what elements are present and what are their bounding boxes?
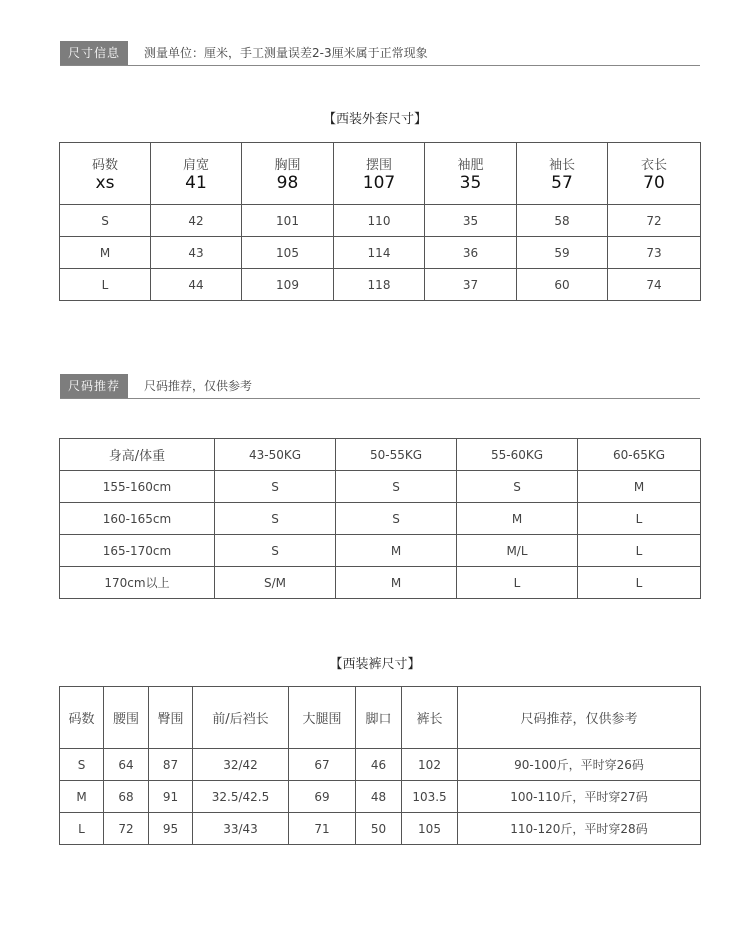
table-row (60, 143, 701, 205)
table-cell: 170cm以上 (60, 567, 215, 599)
table-cell: 59 (517, 237, 608, 269)
table-cell: M (578, 471, 701, 503)
table-cell: L (60, 813, 104, 845)
table-cell: 肩宽 41 (151, 143, 242, 205)
table-cell: 71 (289, 813, 356, 845)
table-row (60, 749, 701, 781)
table-cell: 100-110斤，平时穿27码 (458, 781, 701, 813)
table-cell: 160-165cm (60, 503, 215, 535)
table-cell: 91 (149, 781, 193, 813)
table-cell: 68 (104, 781, 149, 813)
table-row (60, 237, 701, 269)
section-tag: 尺寸信息 (60, 41, 128, 65)
table-cell: 33/43 (193, 813, 289, 845)
table-cell: 摆围 107 (334, 143, 425, 205)
pants-size-table (59, 686, 701, 845)
table-row (60, 535, 701, 567)
table-cell: 67 (289, 749, 356, 781)
table-cell: 105 (402, 813, 458, 845)
table-cell: 64 (104, 749, 149, 781)
table-header-cell: 43-50KG (215, 439, 336, 471)
table-cell: L (578, 535, 701, 567)
section-header-size-info (60, 41, 700, 66)
size-recommend-table (59, 438, 701, 599)
table-cell: 60 (517, 269, 608, 301)
table-header-cell: 身高/体重 (60, 439, 215, 471)
table-header-cell: 60-65KG (578, 439, 701, 471)
table-cell: 103.5 (402, 781, 458, 813)
table-cell: 165-170cm (60, 535, 215, 567)
table-row (60, 205, 701, 237)
table-cell: 74 (608, 269, 701, 301)
table-cell: 69 (289, 781, 356, 813)
table-cell: 114 (334, 237, 425, 269)
table-cell: 35 (425, 205, 517, 237)
table-cell: 37 (425, 269, 517, 301)
table-cell: S (336, 471, 457, 503)
table-cell: 44 (151, 269, 242, 301)
table-cell: 118 (334, 269, 425, 301)
table-cell: S (457, 471, 578, 503)
table-cell: 87 (149, 749, 193, 781)
table-row (60, 269, 701, 301)
table-header-cell: 腰围 (104, 687, 149, 749)
table-cell: L (578, 567, 701, 599)
table-cell: 102 (402, 749, 458, 781)
jacket-size-table (59, 142, 701, 301)
table-cell: 73 (608, 237, 701, 269)
table-header-cell: 裤长 (402, 687, 458, 749)
table-row (60, 813, 701, 845)
table-header-cell: 55-60KG (457, 439, 578, 471)
table-row (60, 503, 701, 535)
table-header-cell: 大腿围 (289, 687, 356, 749)
table-cell: S (215, 471, 336, 503)
table-header-cell: 臀围 (149, 687, 193, 749)
table-row (60, 471, 701, 503)
pants-table-title: 【西装裤尺寸】 (329, 657, 421, 672)
table-cell: 胸围 98 (242, 143, 334, 205)
table-cell: L (60, 269, 151, 301)
table-cell: 90-100斤，平时穿26码 (458, 749, 701, 781)
table-cell: 码数 xs (60, 143, 151, 205)
table-cell: 32/42 (193, 749, 289, 781)
table-cell: 46 (356, 749, 402, 781)
section-header-size-recommend (60, 374, 700, 399)
table-cell: M (336, 535, 457, 567)
table-cell: S/M (215, 567, 336, 599)
table-cell: 袖长 57 (517, 143, 608, 205)
table-header-cell: 50-55KG (336, 439, 457, 471)
table-cell: 58 (517, 205, 608, 237)
table-cell: 72 (608, 205, 701, 237)
table-cell: M (457, 503, 578, 535)
table-header-cell: 前/后裆长 (193, 687, 289, 749)
table-cell: 袖肥 35 (425, 143, 517, 205)
table-row (60, 687, 701, 749)
table-cell: 48 (356, 781, 402, 813)
table-cell: 72 (104, 813, 149, 845)
table-cell: M (60, 781, 104, 813)
section-note: 尺码推荐，仅供参考 (144, 379, 253, 393)
table-cell: 155-160cm (60, 471, 215, 503)
table-cell: 32.5/42.5 (193, 781, 289, 813)
table-cell: S (215, 535, 336, 567)
table-cell: 衣长 70 (608, 143, 701, 205)
table-cell: 105 (242, 237, 334, 269)
table-row (60, 439, 701, 471)
table-cell: 101 (242, 205, 334, 237)
table-header-cell: 尺码推荐，仅供参考 (458, 687, 701, 749)
table-cell: 43 (151, 237, 242, 269)
table-cell: 109 (242, 269, 334, 301)
table-row (60, 567, 701, 599)
table-header-cell: 码数 (60, 687, 104, 749)
section-note: 测量单位：厘米，手工测量误差2-3厘米属于正常现象 (144, 46, 428, 60)
table-cell: 95 (149, 813, 193, 845)
table-cell: M (336, 567, 457, 599)
table-cell: S (60, 749, 104, 781)
table-cell: 110-120斤，平时穿28码 (458, 813, 701, 845)
table-cell: 36 (425, 237, 517, 269)
jacket-table-title: 【西装外套尺寸】 (322, 112, 427, 127)
table-cell: L (457, 567, 578, 599)
table-cell: L (578, 503, 701, 535)
table-cell: S (336, 503, 457, 535)
table-row (60, 781, 701, 813)
table-cell: 110 (334, 205, 425, 237)
table-cell: S (215, 503, 336, 535)
table-cell: M (60, 237, 151, 269)
table-cell: M/L (457, 535, 578, 567)
table-cell: S (60, 205, 151, 237)
section-tag: 尺码推荐 (60, 374, 128, 398)
table-cell: 42 (151, 205, 242, 237)
table-cell: 50 (356, 813, 402, 845)
table-header-cell: 脚口 (356, 687, 402, 749)
